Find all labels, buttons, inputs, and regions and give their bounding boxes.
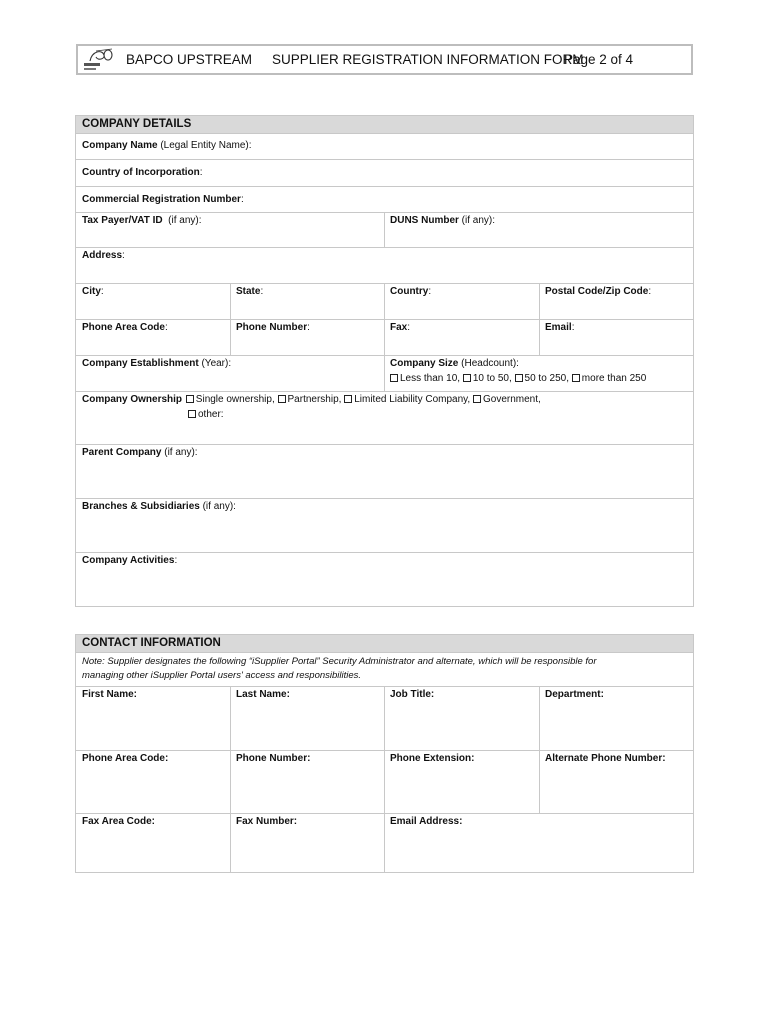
branches-label: Branches & Subsidiaries (if any):: [82, 501, 236, 512]
country-of-incorporation-label: Country of Incorporation:: [82, 167, 203, 178]
divider: [76, 498, 693, 499]
city-label: City:: [82, 286, 104, 297]
divider: [76, 391, 693, 392]
divider: [230, 686, 231, 872]
commercial-registration-label: Commercial Registration Number:: [82, 194, 244, 205]
size-less-than-10-checkbox[interactable]: [390, 374, 398, 382]
alternate-phone-label: Alternate Phone Number:: [545, 753, 666, 764]
company-size-options: [390, 372, 646, 386]
company-ownership-row: [82, 393, 541, 407]
job-title-label: Job Title:: [390, 689, 435, 700]
header-company: BAPCO UPSTREAM: [126, 52, 253, 67]
ownership-llc-checkbox[interactable]: [344, 395, 352, 403]
divider: [76, 444, 693, 445]
ownership-partnership-checkbox[interactable]: [278, 395, 286, 403]
ownership-option-label: Partnership,: [287, 394, 345, 405]
email-address-label: Email Address:: [390, 816, 463, 827]
ownership-government-checkbox[interactable]: [473, 395, 481, 403]
phone-extension-label: Phone Extension:: [390, 753, 475, 764]
ownership-other-row: [188, 408, 224, 422]
ownership-other-label: other:: [198, 409, 224, 420]
fax-label: Fax:: [390, 322, 411, 333]
phone-number-label: Phone Number:: [236, 322, 310, 333]
divider: [539, 283, 540, 355]
size-option-label: 50 to 250,: [524, 373, 572, 384]
size-10-to-50-checkbox[interactable]: [463, 374, 471, 382]
ownership-option-label: Limited Liability Company,: [354, 394, 473, 405]
divider: [384, 212, 385, 247]
establishment-year-label: Company Establishment (Year):: [82, 358, 232, 369]
company-ownership-label: Company Ownership: [82, 394, 183, 405]
contact-phone-area-label: Phone Area Code:: [82, 753, 169, 764]
ownership-option-label: Government,: [482, 394, 541, 405]
divider: [384, 686, 385, 872]
ownership-single-checkbox[interactable]: [186, 395, 194, 403]
ownership-other-checkbox[interactable]: [188, 410, 196, 418]
bapco-logo: [82, 47, 118, 73]
address-label: Address:: [82, 250, 125, 261]
duns-label: DUNS Number (if any):: [390, 215, 496, 226]
divider: [76, 159, 693, 160]
divider: [384, 283, 385, 391]
divider: [76, 133, 693, 134]
size-50-to-250-checkbox[interactable]: [515, 374, 523, 382]
phone-area-code-label: Phone Area Code:: [82, 322, 168, 333]
fax-number-label: Fax Number:: [236, 816, 298, 827]
parent-company-label: Parent Company (if any):: [82, 447, 198, 458]
postal-code-label: Postal Code/Zip Code:: [545, 286, 652, 297]
size-option-label: 10 to 50,: [472, 373, 515, 384]
divider: [230, 283, 231, 355]
fax-area-code-label: Fax Area Code:: [82, 816, 155, 827]
divider: [76, 552, 693, 553]
last-name-label: Last Name:: [236, 689, 290, 700]
company-activities-label: Company Activities:: [82, 555, 178, 566]
contact-note-line2: managing other iSupplier Portal users' access and responsibilities.: [82, 670, 362, 681]
email-label: Email:: [545, 322, 575, 333]
first-name-label: First Name:: [82, 689, 138, 700]
size-option-label: Less than 10,: [400, 373, 463, 384]
divider: [76, 652, 693, 653]
department-label: Department:: [545, 689, 604, 700]
company-name-label: Company Name (Legal Entity Name):: [82, 140, 252, 151]
size-more-than-250-checkbox[interactable]: [572, 374, 580, 382]
contact-note-line1: Note: Supplier designates the following “iSupplier Portal” Security Administrator and alternate, which will be responsible for: [82, 656, 597, 667]
company-details-title: COMPANY DETAILS: [76, 116, 693, 133]
contact-information-title: CONTACT INFORMATION: [76, 635, 693, 652]
divider: [76, 247, 693, 248]
company-size-label: Company Size (Headcount):: [390, 358, 519, 369]
header-form-title: SUPPLIER REGISTRATION INFORMATION FORM: [272, 52, 584, 67]
header-page-number: Page 2 of 4: [564, 52, 634, 67]
country-label: Country:: [390, 286, 432, 297]
contact-phone-number-label: Phone Number:: [236, 753, 311, 764]
size-option-label: more than 250: [581, 373, 647, 384]
divider: [539, 686, 540, 813]
tax-id-label: Tax Payer/VAT ID (if any):: [82, 215, 202, 226]
state-label: State:: [236, 286, 264, 297]
ownership-option-label: Single ownership,: [195, 394, 278, 405]
divider: [76, 186, 693, 187]
